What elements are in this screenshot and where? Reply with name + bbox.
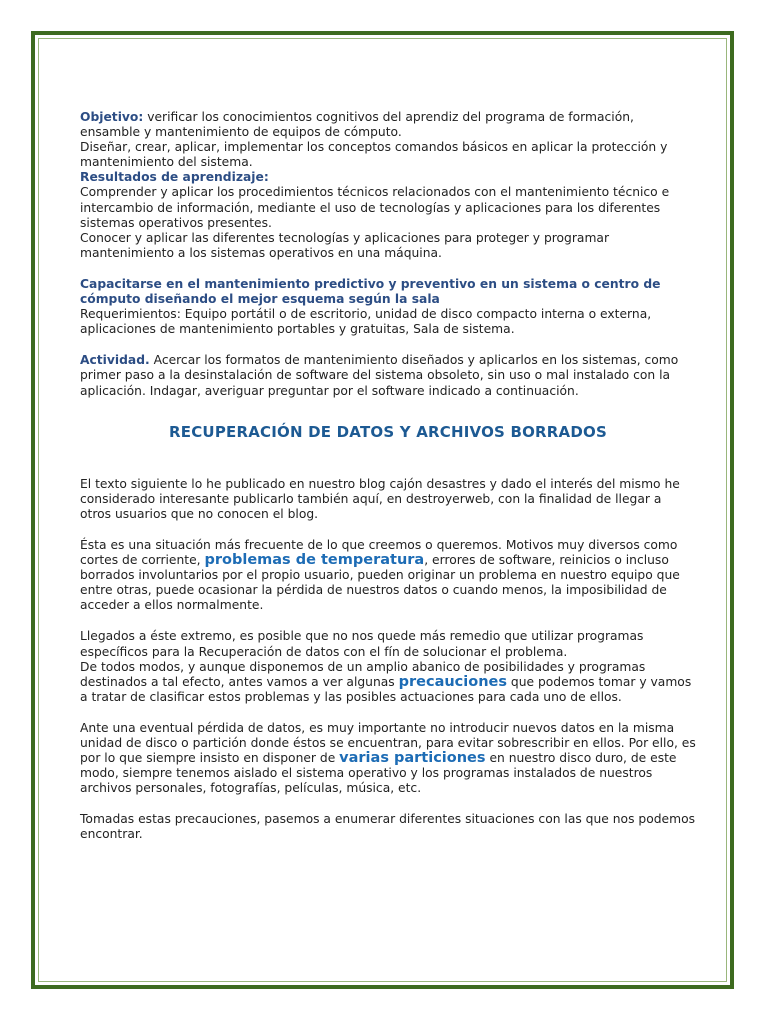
body-paragraph-2-end: , errores de software, reinicios o incluso borrados involuntarios por el propio usuario, pueden originar un problema en nuestro equipo que entre otras, puede ocasionar la pérdida de nuestros datos o cuando menos, la imposibilidad de acceder a ellos normalmente. (80, 553, 680, 613)
objective-paragraph (80, 110, 696, 140)
body-paragraph-5 (80, 721, 696, 796)
results-paragraph-2: Conocer y aplicar las diferentes tecnologías y aplicaciones para proteger y programar mantenimiento a los sistemas operativos en una máquina. (80, 230, 610, 260)
activity-label: Actividad. (80, 353, 150, 368)
body-paragraph-5-end: en nuestro disco duro, de este modo, siempre tenemos aislado el sistema operativo y los programas instalados de nuestros archivos personales, fotografías, películas, música, etc. (80, 751, 677, 796)
activity-text: Acercar los formatos de mantenimiento diseñados y aplicarlos en los sistemas, como primer paso a la desinstalación de software del sistema obsoleto, sin uso o mal instalado con la aplicación. Indagar, averiguar preguntar por el software indicado a continuación. (80, 353, 679, 398)
body-paragraph-5-start: Ante una eventual pérdida de datos, es muy importante no introducir nuevos datos en la misma unidad de disco o partición donde éstos se encuentran, para evitar sobrescribir en ellos. Por ello, es por lo que siempre insisto en disponer de (80, 720, 696, 766)
objective-line-2: Diseñar, crear, aplicar, implementar los conceptos comandos básicos en aplicar la protección y mantenimiento del sistema. (80, 140, 668, 170)
body-paragraph-3: Llegados a éste extremo, es posible que no nos quede más remedio que utilizar programas específicos para la Recuperación de datos con el fín de solucionar el problema. (80, 629, 644, 659)
body-paragraph-4-end: que podemos tomar y vamos a tratar de clasificar estos problemas y las posibles actuaciones para cada uno de ellos. (80, 674, 692, 704)
section-title: RECUPERACIÓN DE DATOS Y ARCHIVOS BORRADOS (169, 422, 607, 441)
body-paragraph-4 (80, 660, 696, 705)
partitions-link[interactable]: varias particiones (339, 750, 486, 767)
body-paragraph-2-start: Ésta es una situación más frecuente de lo que creemos o queremos. Motivos muy diversos como cortes de corriente, (80, 537, 678, 568)
requirements-paragraph: Requerimientos: Equipo portátil o de escritorio, unidad de disco compacto interna o externa, aplicaciones de mantenimiento portables y gratuitas, Sala de sistema. (80, 307, 652, 337)
document-body (80, 110, 696, 843)
body-paragraph-2 (80, 538, 696, 613)
body-paragraph-1: El texto siguiente lo he publicado en nuestro blog cajón desastres y dado el interés del mismo he considerado interesante publicarlo también aquí, en destroyerweb, con la finalidad de llegar a otros usuarios que no conocen el blog. (80, 476, 680, 521)
results-heading: Resultados de aprendizaje: (80, 170, 269, 185)
objective-text: verificar los conocimientos cognitivos del aprendiz del programa de formación, ensamble y mantenimiento de equipos de cómputo. (80, 110, 634, 140)
body-paragraph-4-start: De todos modos, y aunque disponemos de un amplio abanico de posibilidades y programas destinados a tal efecto, antes vamos a ver algunas (80, 659, 646, 689)
results-paragraph-1: Comprender y aplicar los procedimientos técnicos relacionados con el mantenimiento técnico e intercambio de información, mediante el uso de tecnologías y aplicaciones para los diferentes sistemas operativos presentes. (80, 185, 670, 230)
objective-label: Objetivo: (80, 110, 144, 124)
training-heading: Capacitarse en el mantenimiento predictivo y preventivo en un sistema o centro de cómputo diseñando el mejor esquema según la sala (80, 276, 661, 307)
precautions-link[interactable]: precauciones (398, 673, 507, 690)
body-paragraph-6: Tomadas estas precauciones, pasemos a enumerar diferentes situaciones con las que nos podemos encontrar. (80, 812, 695, 842)
activity-paragraph (80, 353, 696, 398)
temperature-problems-link[interactable]: problemas de temperatura (204, 552, 425, 569)
